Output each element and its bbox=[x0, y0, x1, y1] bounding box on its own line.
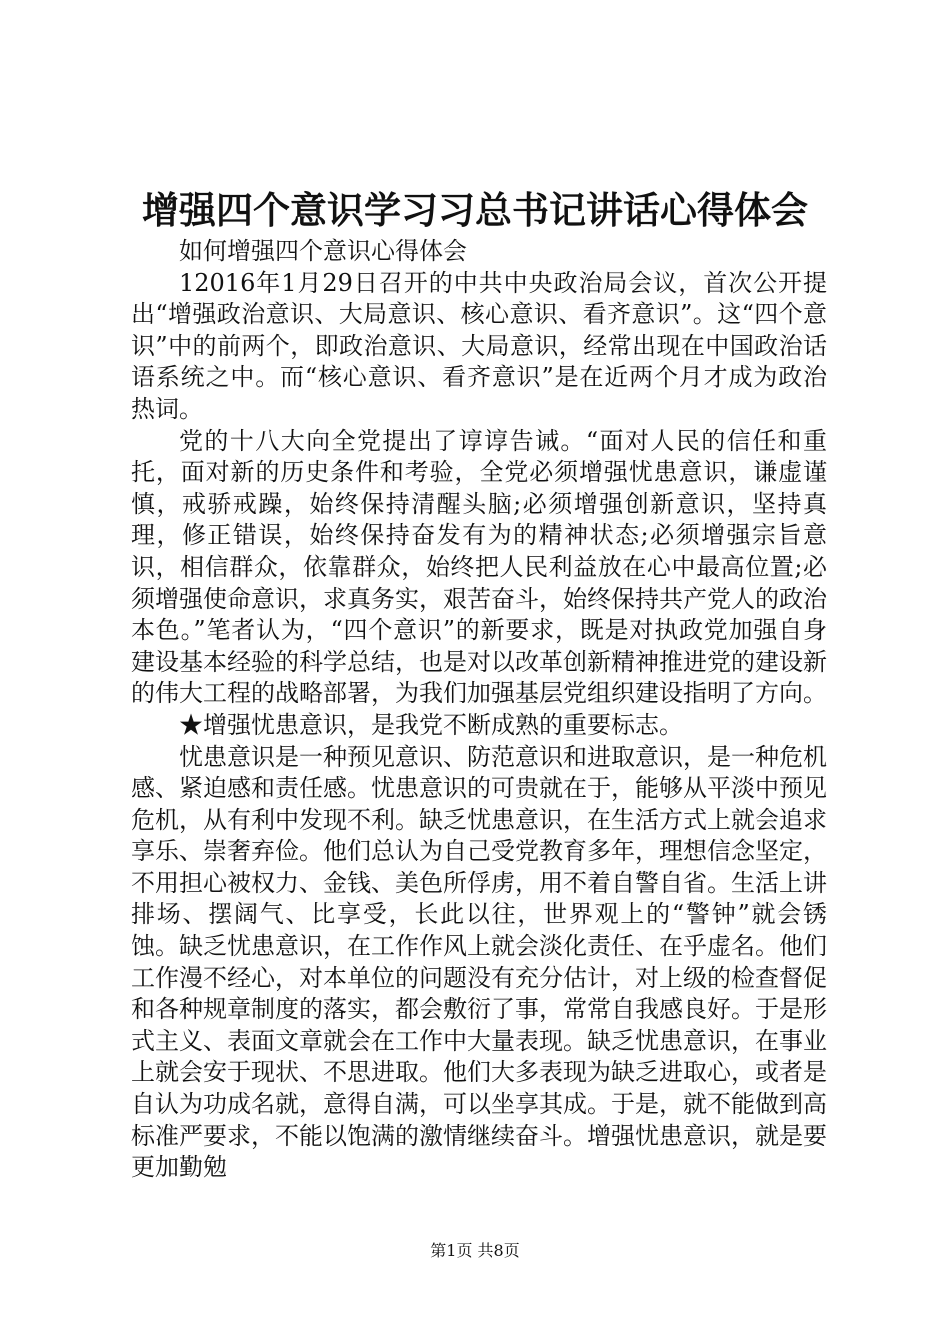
document-body bbox=[131, 236, 827, 1184]
paragraph-meeting: 12016年1月29日召开的中共中央政治局会议，首次公开提出“增强政治意识、大局意识、核心意识、看齐意识”。这“四个意识”中的前两个，即政治意识、大局意识，经常出现在中国政治话语系统之中。而“核心意识、看齐意识”是在近两个月才成为政治热词。 bbox=[131, 268, 827, 423]
paragraph-anxiety: 忧患意识是一种预见意识、防范意识和进取意识，是一种危机感、紧迫感和责任感。忧患意识的可贵就在于，能够从平淡中预见危机，从有利中发现不利。缺乏忧患意识，在生活方式上就会追求享乐、崇奢弃俭。他们总认为自己受党教育多年，理想信念坚定，不用担心被权力、金钱、美色所俘虏，用不着自警自省。生活上讲排场、摆阔气、比享受，长此以往，世界观上的“警钟”就会锈蚀。缺乏忧患意识，在工作作风上就会淡化责任、在乎虚名。他们工作漫不经心，对本单位的问题没有充分估计，对上级的检查督促和各种规章制度的落实，都会敷衍了事，常常自我感良好。于是形式主义、表面文章就会在工作中大量表现。缺乏忧患意识，在事业上就会安于现状、不思进取。他们大多表现为缺乏进取心，或者是自认为功成名就，意得自满，可以坐享其成。于是，就不能做到高标准严要求，不能以饱满的激情继续奋斗。增强忧患意识，就是要更加勤勉 bbox=[131, 742, 827, 1182]
paragraph-subtitle: 如何增强四个意识心得体会 bbox=[179, 237, 467, 265]
paragraph-congress: 党的十八大向全党提出了谆谆告诫。“面对人民的信任和重托，面对新的历史条件和考验，全党必须增强忧患意识，谦虚谨慎，戒骄戒躁，始终保持清醒头脑;必须增强创新意识，坚持真理，修正错误，始终保持奋发有为的精神状态;必须增强宗旨意识，相信群众，依靠群众，始终把人民利益放在心中最高位置;必须增强使命意识，求真务实，艰苦奋斗，始终保持共产党人的政治本色。”笔者认为，“四个意识”的新要求，既是对执政党加强自身建设基本经验的科学总结，也是对以改革创新精神推进党的建设新的伟大工程的战略部署，为我们加强基层党组织建设指明了方向。 bbox=[131, 426, 827, 708]
page-footer: 第1页 共8页 bbox=[430, 1241, 520, 1260]
paragraph-heading-star: ★增强忧患意识，是我党不断成熟的重要标志。 bbox=[179, 710, 683, 739]
document-title: 增强四个意识学习习总书记讲话心得体会 bbox=[142, 188, 808, 232]
